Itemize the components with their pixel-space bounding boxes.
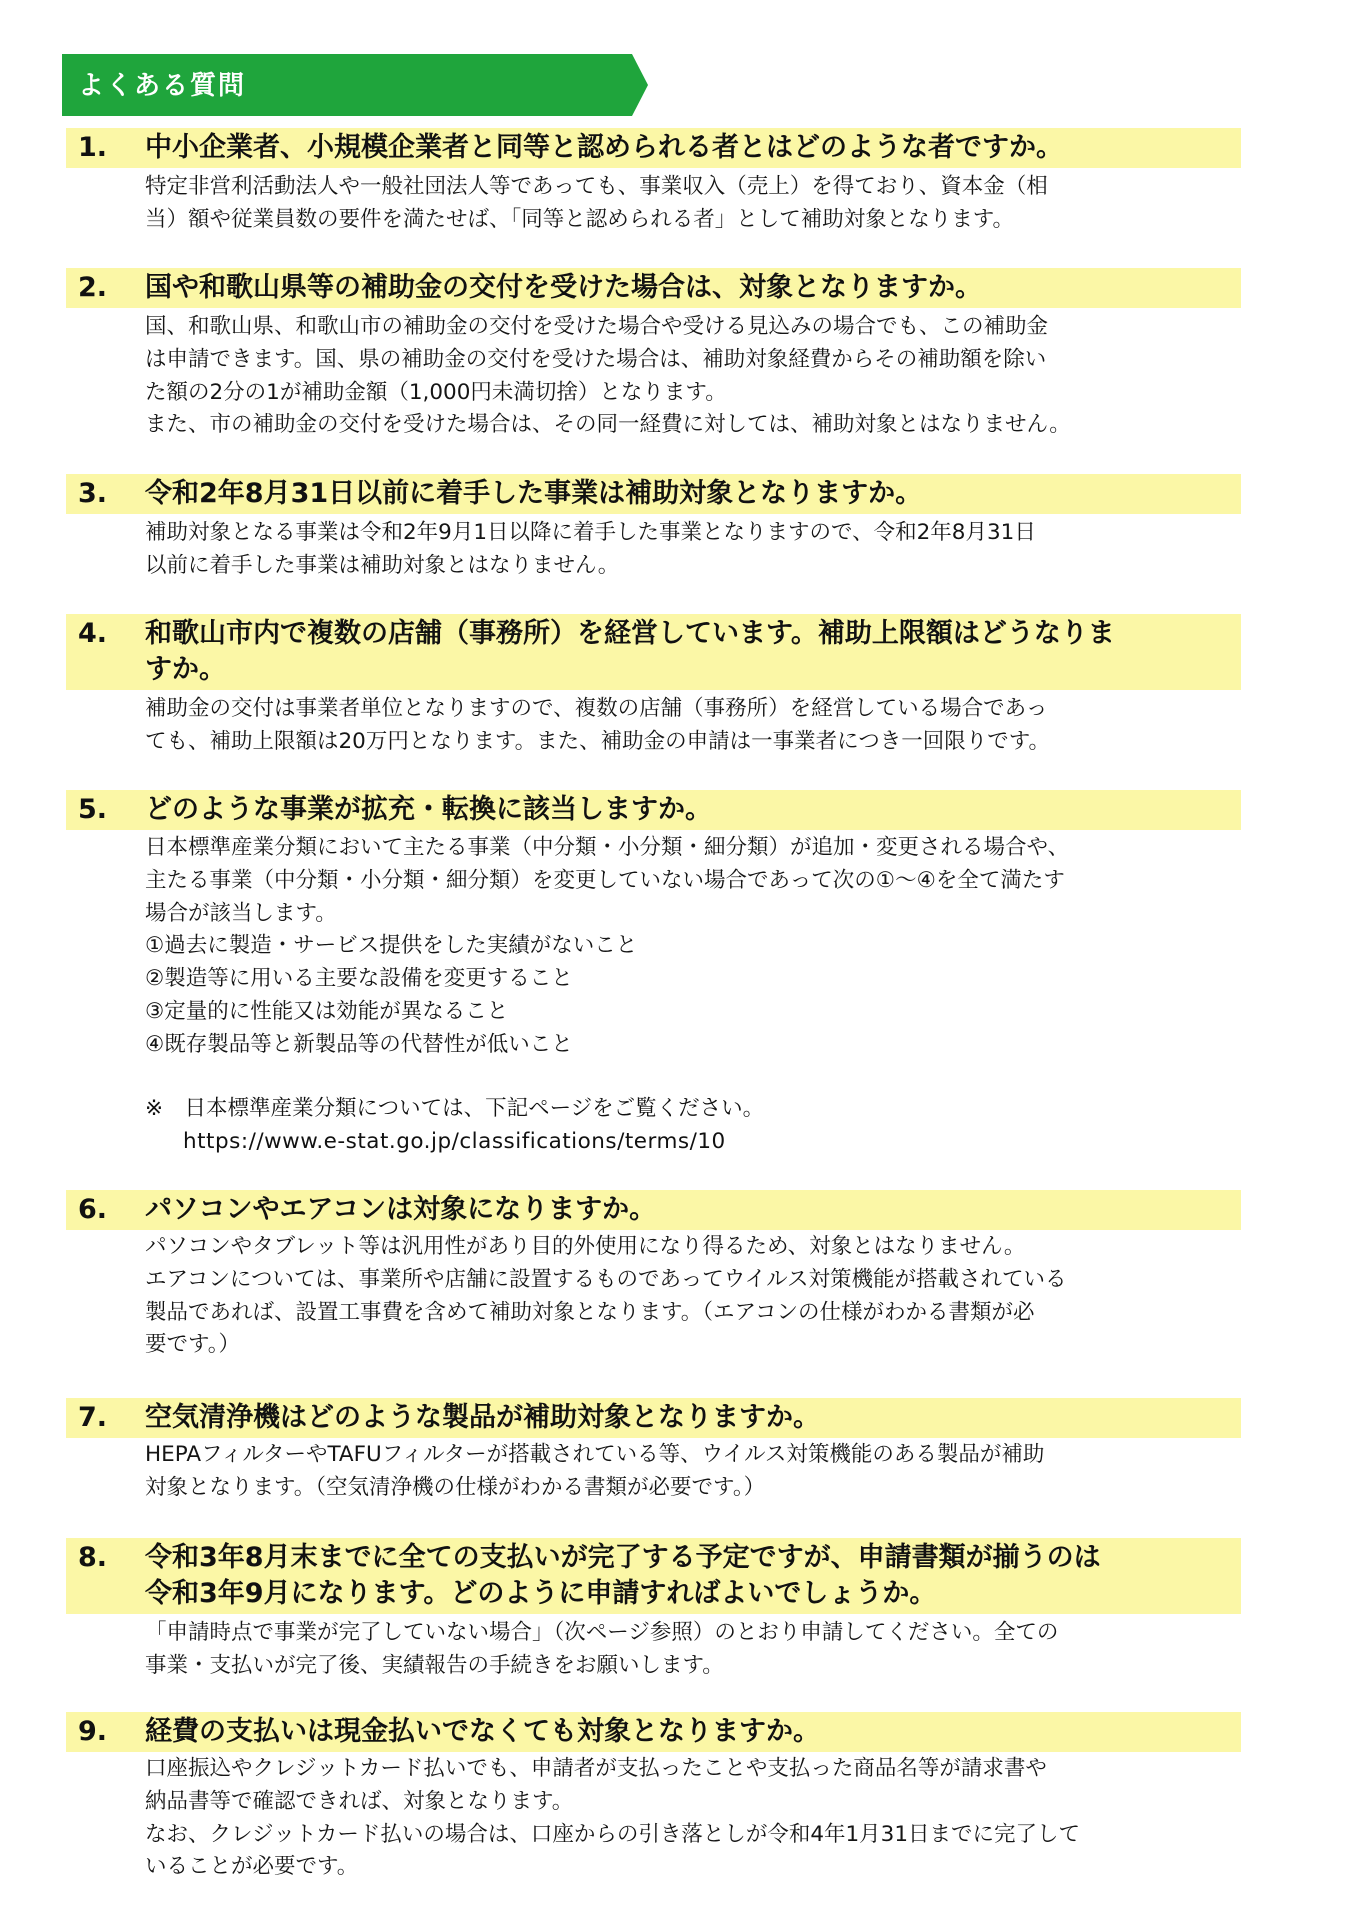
question-text: パソコンやエアコンは対象になりますか。 bbox=[145, 1194, 657, 1225]
question-number: 2. bbox=[78, 272, 108, 303]
question-text: 経費の支払いは現金払いでなくても対象となりますか。 bbox=[145, 1716, 820, 1747]
question-number: 9. bbox=[78, 1716, 108, 1747]
answer-text: 補助対象となる事業は令和2年9月1日以降に着手した事業となりますので、令和2年8月31日 以前に着手した事業は補助対象とはなりません。 bbox=[145, 520, 1036, 578]
answer-text: 特定非営利活動法人や一般社団法人等であっても、事業収入（売上）を得ており、資本金（相 当）額や従業員数の要件を満たせば、「同等と認められる者」として補助対象となります。 bbox=[145, 174, 1048, 232]
question-number: 1. bbox=[78, 132, 108, 163]
question-number: 3. bbox=[78, 478, 108, 509]
question-text: 令和3年8月末までに全ての支払いが完了する予定ですが、申請書類が揃うのは 令和3年9月になります。どのように申請すればよいでしょうか。 bbox=[145, 1542, 1101, 1609]
question-number: 7. bbox=[78, 1402, 108, 1433]
answer-text: 「申請時点で事業が完了していない場合」（次ページ参照）のとおり申請してください。全ての 事業・支払いが完了後、実績報告の手続きをお願いします。 bbox=[145, 1620, 1059, 1678]
faq-header-title: よくある質問 bbox=[78, 71, 247, 101]
question-text: 和歌山市内で複数の店舗（事務所）を経営しています。補助上限額はどうなりま すか。 bbox=[145, 618, 1115, 685]
question-number: 6. bbox=[78, 1194, 108, 1225]
question-number: 4. bbox=[78, 618, 108, 649]
question-number: 8. bbox=[78, 1542, 108, 1573]
reference-url[interactable]: https://www.e-stat.go.jp/classifications/terms/10 bbox=[183, 1129, 726, 1154]
answer-text: 補助金の交付は事業者単位となりますので、複数の店舗（事務所）を経営している場合であっ ても、補助上限額は20万円となります。また、補助金の申請は一事業者につき一回限りです。 bbox=[145, 696, 1050, 754]
reference-note: ※ 日本標準産業分類については、下記ページをご覧ください。 bbox=[145, 1096, 765, 1121]
answer-text: 日本標準産業分類において主たる事業（中分類・小分類・細分類）が追加・変更される場合や、 主たる事業（中分類・小分類・細分類）を変更していない場合であって次の①～④を全て満たす 場合が該当します。 ①過去に製造・サービス提供をした実績がないこと ②製造等に用いる主要な設備を変更すること ③定量的に性能又は効能が異なること ④既存製品等と新製品等の代替性が低いこと bbox=[145, 835, 1070, 1057]
question-text: 令和2年8月31日以前に着手した事業は補助対象となりますか。 bbox=[145, 478, 923, 509]
question-text: どのような事業が拡充・転換に該当しますか。 bbox=[145, 794, 712, 825]
answer-text: 国、和歌山県、和歌山市の補助金の交付を受けた場合や受ける見込みの場合でも、この補助金 は申請できます。国、県の補助金の交付を受けた場合は、補助対象経費からその補助額を除い た額の2分の1が補助金額（1,000円未満切捨）となります。 また、市の補助金の交付を受けた場合は、その同一経費に対しては、補助対象とはなりません。 bbox=[145, 314, 1071, 438]
question-text: 空気清浄機はどのような製品が補助対象となりますか。 bbox=[145, 1402, 820, 1433]
question-text: 国や和歌山県等の補助金の交付を受けた場合は、対象となりますか。 bbox=[145, 272, 982, 303]
answer-text: 口座振込やクレジットカード払いでも、申請者が支払ったことや支払った商品名等が請求書や 納品書等で確認できれば、対象となります。 なお、クレジットカード払いの場合は、口座からの引き落としが令和4年1月31日までに完了して いることが必要です。 bbox=[145, 1756, 1081, 1880]
question-number: 5. bbox=[78, 794, 108, 825]
question-text: 中小企業者、小規模企業者と同等と認められる者とはどのような者ですか。 bbox=[145, 132, 1063, 163]
answer-text: HEPAフィルターやTAFUフィルターが搭載されている等、ウイルス対策機能のある製品が補助 対象となります。（空気清浄機の仕様がわかる書類が必要です。） bbox=[145, 1442, 1045, 1500]
answer-text: パソコンやタブレット等は汎用性があり目的外使用になり得るため、対象とはなりません。 エアコンについては、事業所や店舗に設置するものであってウイルス対策機能が搭載されている 製品であれば、設置工事費を含めて補助対象となります。（エアコンの仕様がわかる書類が必 要です。） bbox=[145, 1234, 1067, 1358]
